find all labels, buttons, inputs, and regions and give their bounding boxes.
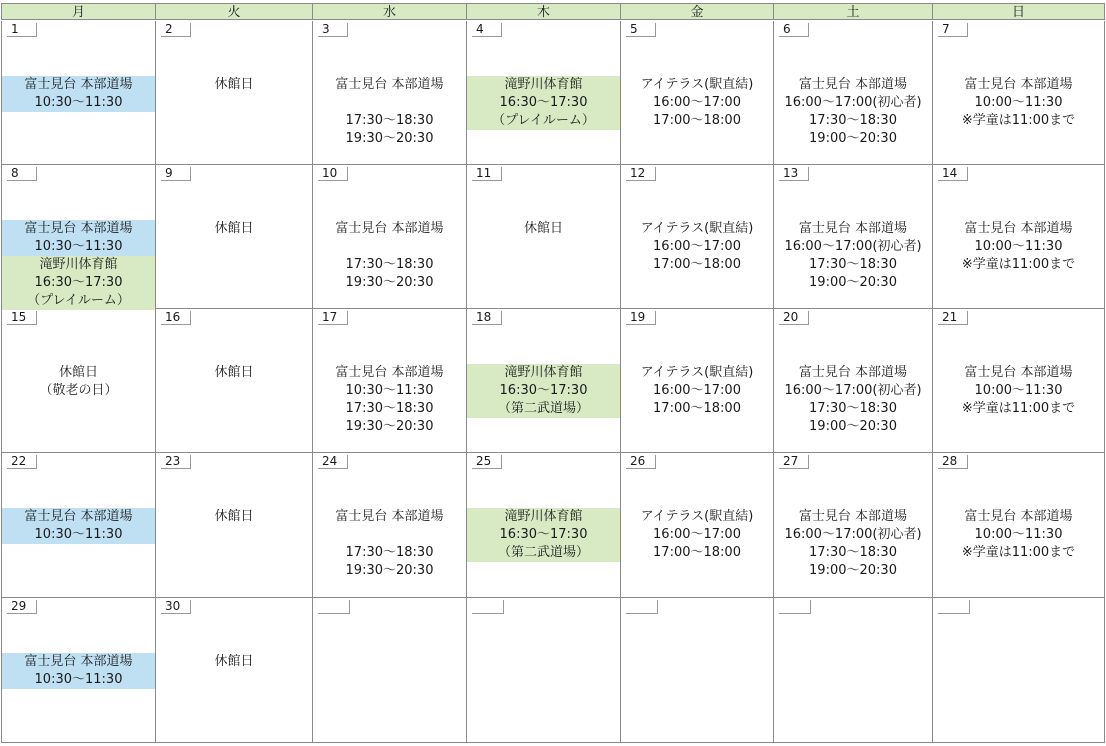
day-cell <box>156 453 313 598</box>
day-cell <box>313 453 467 598</box>
day-number: 9 <box>161 167 191 181</box>
highlighted-schedule-line: 10:30～11:30 <box>2 94 155 112</box>
schedule-line: 17:30～18:30 <box>345 545 434 560</box>
schedule-line: 17:00～18:00 <box>653 401 741 416</box>
weekday-header-0: 月 <box>1 3 156 20</box>
schedule-line: 富士見台 本部道場 <box>964 77 1073 92</box>
schedule-line: 16:00～17:00 <box>653 239 741 254</box>
schedule-lines <box>313 76 466 148</box>
schedule-lines <box>2 364 155 400</box>
day-number: 29 <box>7 600 37 614</box>
day-number: 26 <box>626 455 656 469</box>
highlighted-schedule-line: 滝野川体育館 <box>467 508 620 526</box>
day-cell <box>933 453 1105 598</box>
schedule-lines <box>313 364 466 436</box>
schedule-line: 富士見台 本部道場 <box>964 221 1073 236</box>
schedule-line: 富士見台 本部道場 <box>798 77 908 92</box>
schedule-lines <box>2 220 155 310</box>
schedule-line: 19:30～20:30 <box>345 419 434 434</box>
schedule-line: 富士見台 本部道場 <box>335 221 444 236</box>
day-number: 12 <box>626 167 656 181</box>
day-cell <box>313 21 467 165</box>
day-number: 14 <box>938 167 968 181</box>
schedule-line: 17:30～18:30 <box>345 257 434 272</box>
day-number <box>779 600 811 614</box>
schedule-lines <box>2 76 155 112</box>
highlighted-schedule-line: 16:30～17:30 <box>467 382 620 400</box>
day-cell <box>156 165 313 309</box>
highlighted-schedule-line: 滝野川体育館 <box>467 364 620 382</box>
day-cell <box>1 165 156 309</box>
schedule-line: 16:00～17:00(初心者) <box>784 527 922 542</box>
day-cell <box>933 21 1105 165</box>
day-cell <box>467 165 621 309</box>
schedule-line: 17:30～18:30 <box>345 113 434 128</box>
schedule-line: 16:00～17:00(初心者) <box>784 239 922 254</box>
highlighted-schedule-line: （プレイルーム） <box>467 112 620 130</box>
day-number: 25 <box>472 455 502 469</box>
weekday-header-5: 土 <box>774 3 933 20</box>
schedule-lines <box>313 508 466 580</box>
day-number: 20 <box>779 311 809 325</box>
schedule-line: 10:00～11:30 <box>974 95 1063 110</box>
schedule-line: ※学童は11:00まで <box>961 257 1076 272</box>
day-number: 22 <box>7 455 37 469</box>
day-number: 21 <box>938 311 968 325</box>
day-cell <box>774 598 933 743</box>
highlighted-schedule-line: 10:30～11:30 <box>2 238 155 256</box>
schedule-line: 17:00～18:00 <box>653 545 741 560</box>
highlighted-schedule-line: 滝野川体育館 <box>2 256 155 274</box>
day-number: 3 <box>318 23 348 37</box>
schedule-line: 休館日 <box>214 221 254 236</box>
day-cell <box>933 165 1105 309</box>
schedule-lines <box>933 220 1104 274</box>
day-cell <box>1 598 156 743</box>
schedule-lines <box>933 508 1104 562</box>
highlighted-schedule-line: 16:30～17:30 <box>467 526 620 544</box>
day-number: 13 <box>779 167 809 181</box>
schedule-line: 富士見台 本部道場 <box>335 365 444 380</box>
day-cell <box>621 453 774 598</box>
schedule-line: （敬老の日） <box>39 383 118 398</box>
schedule-lines <box>467 508 620 562</box>
schedule-line: 休館日 <box>214 654 254 669</box>
day-cell <box>313 309 467 453</box>
schedule-line: 休館日 <box>214 509 254 524</box>
day-number: 6 <box>779 23 809 37</box>
schedule-line: 16:00～17:00(初心者) <box>784 95 922 110</box>
day-cell <box>621 598 774 743</box>
schedule-line: 17:30～18:30 <box>345 401 434 416</box>
day-number: 19 <box>626 311 656 325</box>
schedule-lines <box>933 76 1104 130</box>
highlighted-schedule-line: 富士見台 本部道場 <box>2 76 155 94</box>
schedule-line <box>313 238 466 256</box>
weekday-header-1: 火 <box>156 3 313 20</box>
schedule-line: ※学童は11:00まで <box>961 113 1076 128</box>
schedule-line: ※学童は11:00まで <box>961 545 1076 560</box>
day-cell <box>1 21 156 165</box>
schedule-lines <box>774 508 932 580</box>
day-number: 18 <box>472 311 502 325</box>
schedule-line: 休館日 <box>58 365 98 380</box>
schedule-line: 17:00～18:00 <box>653 257 741 272</box>
schedule-line: 16:00～17:00 <box>653 383 741 398</box>
schedule-line: 19:30～20:30 <box>345 131 434 146</box>
day-number <box>626 600 658 614</box>
highlighted-schedule-line: 富士見台 本部道場 <box>2 508 155 526</box>
schedule-line: 休館日 <box>523 221 563 236</box>
day-cell <box>467 21 621 165</box>
day-cell <box>467 598 621 743</box>
schedule-line: 富士見台 本部道場 <box>798 365 908 380</box>
schedule-line: 17:30～18:30 <box>809 545 897 560</box>
day-number: 23 <box>161 455 191 469</box>
schedule-line <box>313 526 466 544</box>
highlighted-schedule-line: 10:30～11:30 <box>2 526 155 544</box>
schedule-lines <box>621 220 773 274</box>
weekday-header-6: 日 <box>933 3 1105 20</box>
weekday-header-3: 木 <box>467 3 621 20</box>
schedule-line: 富士見台 本部道場 <box>964 365 1073 380</box>
day-number: 11 <box>472 167 502 181</box>
day-cell <box>933 598 1105 743</box>
day-number: 2 <box>161 23 191 37</box>
schedule-line: 17:30～18:30 <box>809 401 897 416</box>
schedule-line: 10:30～11:30 <box>345 383 434 398</box>
day-number: 16 <box>161 311 191 325</box>
day-number: 7 <box>938 23 968 37</box>
day-number <box>472 600 504 614</box>
day-cell <box>621 309 774 453</box>
schedule-lines <box>467 76 620 130</box>
schedule-line: 富士見台 本部道場 <box>964 509 1073 524</box>
schedule-lines <box>2 653 155 689</box>
highlighted-schedule-line: （第二武道場） <box>467 400 620 418</box>
schedule-line: 休館日 <box>214 77 254 92</box>
day-number: 28 <box>938 455 968 469</box>
day-cell <box>621 21 774 165</box>
schedule-line: 10:00～11:30 <box>974 383 1063 398</box>
day-number: 15 <box>7 311 37 325</box>
schedule-line: 17:00～18:00 <box>653 113 741 128</box>
schedule-line: 19:30～20:30 <box>345 275 434 290</box>
schedule-line: アイテラス(駅直結) <box>640 221 754 236</box>
highlighted-schedule-line: 10:30～11:30 <box>2 671 155 689</box>
schedule-lines <box>2 508 155 544</box>
schedule-line: 17:30～18:30 <box>809 257 897 272</box>
schedule-lines <box>156 220 312 238</box>
schedule-lines <box>467 364 620 418</box>
schedule-line: 10:00～11:30 <box>974 239 1063 254</box>
day-cell <box>933 309 1105 453</box>
day-cell <box>774 309 933 453</box>
schedule-line: 富士見台 本部道場 <box>798 509 908 524</box>
day-number <box>318 600 350 614</box>
highlighted-schedule-line: （第二武道場） <box>467 544 620 562</box>
day-cell <box>156 598 313 743</box>
highlighted-schedule-line: 富士見台 本部道場 <box>2 220 155 238</box>
schedule-line: アイテラス(駅直結) <box>640 365 754 380</box>
schedule-line: 16:00～17:00 <box>653 95 741 110</box>
schedule-line: 19:00～20:30 <box>809 419 897 434</box>
day-cell <box>467 453 621 598</box>
day-number: 4 <box>472 23 502 37</box>
schedule-lines <box>467 220 620 238</box>
day-number: 5 <box>626 23 656 37</box>
schedule-line: 16:00～17:00 <box>653 527 741 542</box>
highlighted-schedule-line: 16:30～17:30 <box>2 274 155 292</box>
schedule-lines <box>621 508 773 562</box>
day-number: 24 <box>318 455 348 469</box>
schedule-lines <box>774 220 932 292</box>
schedule-line <box>313 94 466 112</box>
day-cell <box>313 598 467 743</box>
schedule-line: アイテラス(駅直結) <box>640 77 754 92</box>
day-cell <box>621 165 774 309</box>
schedule-lines <box>621 76 773 130</box>
schedule-line: 19:00～20:30 <box>809 275 897 290</box>
schedule-lines <box>156 364 312 382</box>
schedule-line: 19:00～20:30 <box>809 131 897 146</box>
day-number: 1 <box>7 23 37 37</box>
day-cell <box>774 21 933 165</box>
schedule-lines <box>933 364 1104 418</box>
weekday-header-2: 水 <box>313 3 467 20</box>
day-cell <box>1 453 156 598</box>
schedule-lines <box>156 508 312 526</box>
day-cell <box>156 309 313 453</box>
day-cell <box>774 165 933 309</box>
schedule-lines <box>313 220 466 292</box>
schedule-line: ※学童は11:00まで <box>961 401 1076 416</box>
schedule-line: 16:00～17:00(初心者) <box>784 383 922 398</box>
schedule-line: 富士見台 本部道場 <box>798 221 908 236</box>
highlighted-schedule-line: 滝野川体育館 <box>467 76 620 94</box>
day-cell <box>156 21 313 165</box>
day-cell <box>1 309 156 453</box>
day-number: 30 <box>161 600 191 614</box>
day-number <box>938 600 970 614</box>
schedule-lines <box>774 76 932 148</box>
schedule-line: 19:00～20:30 <box>809 563 897 578</box>
schedule-line: 19:30～20:30 <box>345 563 434 578</box>
schedule-line: 富士見台 本部道場 <box>335 509 444 524</box>
schedule-lines <box>156 653 312 671</box>
highlighted-schedule-line: 富士見台 本部道場 <box>2 653 155 671</box>
day-cell <box>313 165 467 309</box>
weekday-header-4: 金 <box>621 3 774 20</box>
day-number: 10 <box>318 167 348 181</box>
schedule-lines <box>156 76 312 94</box>
schedule-line: アイテラス(駅直結) <box>640 509 754 524</box>
day-number: 8 <box>7 167 37 181</box>
schedule-line: 富士見台 本部道場 <box>335 77 444 92</box>
schedule-line: 10:00～11:30 <box>974 527 1063 542</box>
schedule-lines <box>774 364 932 436</box>
highlighted-schedule-line: （プレイルーム） <box>2 292 155 310</box>
day-number: 17 <box>318 311 348 325</box>
schedule-line: 17:30～18:30 <box>809 113 897 128</box>
day-cell <box>774 453 933 598</box>
day-cell <box>467 309 621 453</box>
schedule-line: 休館日 <box>214 365 254 380</box>
highlighted-schedule-line: 16:30～17:30 <box>467 94 620 112</box>
schedule-lines <box>621 364 773 418</box>
day-number: 27 <box>779 455 809 469</box>
